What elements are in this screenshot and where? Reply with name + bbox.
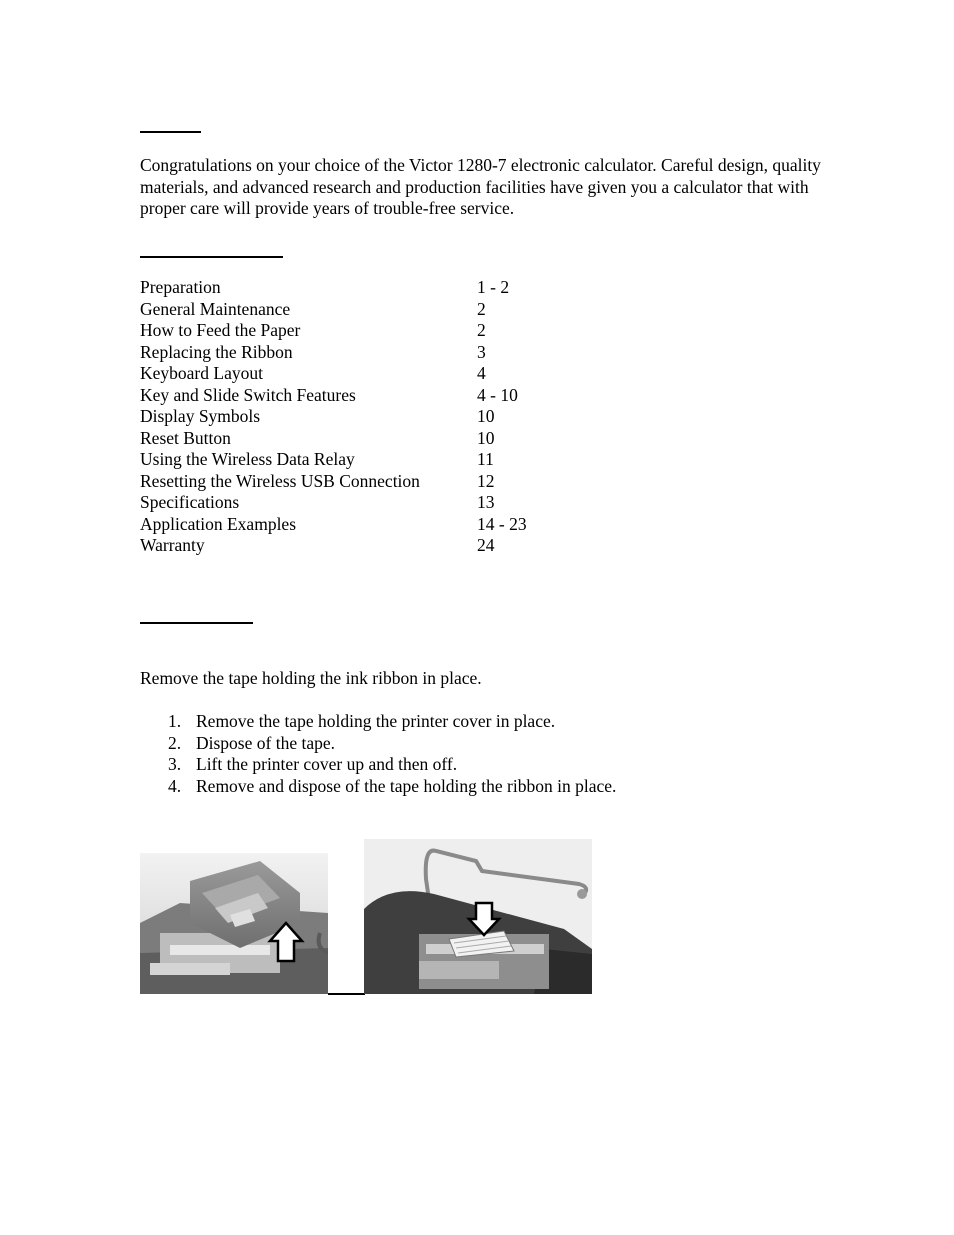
step-number: 2. (168, 732, 182, 753)
step-text: Remove the tape holding the printer cover in place. (196, 711, 556, 731)
photo-ribbon-tape (364, 839, 592, 994)
step-number: 4. (168, 775, 182, 796)
toc-page: 2 (477, 298, 486, 319)
toc-page: 24 (477, 535, 495, 555)
photo-printer-cover (140, 853, 328, 994)
step-number: 3. (168, 754, 182, 774)
toc-topic: Keyboard Layout (140, 363, 263, 383)
toc-page: 10 (477, 427, 495, 448)
preparation-lead: Remove the tape holding the ink ribbon in place. (140, 668, 482, 688)
toc-page: 12 (477, 470, 495, 491)
toc-topic: Preparation (140, 277, 221, 297)
intro-paragraph: Congratulations on your choice of the Victor 1280-7 electronic calculator. Careful design, quality materials, and advanced research and production facilities have given you a calculator that with proper care will provide years of trouble-free service. (140, 155, 821, 218)
toc-topic: Display Symbols (140, 406, 261, 426)
toc-page: 14 - 23 (477, 513, 527, 534)
toc-page: 3 (477, 341, 486, 362)
toc-page: 4 - 10 (477, 384, 518, 405)
toc-topic: Reset Button (140, 427, 231, 448)
toc-topic: How to Feed the Paper (140, 320, 301, 340)
toc-page: 4 (477, 363, 486, 383)
toc-page: 11 (477, 449, 494, 469)
heading-rule-contents (140, 256, 283, 258)
toc-topic: Resetting the Wireless USB Connection (140, 470, 420, 491)
step-number: 1. (168, 711, 182, 731)
step-text: Dispose of the tape. (196, 732, 335, 753)
toc-topic: Using the Wireless Data Relay (140, 449, 355, 469)
step-text: Lift the printer cover up and then off. (196, 754, 458, 774)
toc-page: 2 (477, 320, 486, 340)
toc-topic: Key and Slide Switch Features (140, 384, 356, 405)
toc-page: 13 (477, 492, 495, 512)
toc-page: 10 (477, 406, 495, 426)
heading-rule-introduction (140, 131, 201, 133)
photo-separator-rule (328, 993, 365, 995)
toc-topic: Warranty (140, 535, 205, 555)
step-text: Remove and dispose of the tape holding the ribbon in place. (196, 775, 617, 796)
toc-topic: Specifications (140, 492, 240, 512)
toc-page: 1 - 2 (477, 277, 510, 297)
toc-topic: Application Examples (140, 513, 297, 534)
heading-rule-preparation (140, 622, 253, 624)
toc-topic: Replacing the Ribbon (140, 341, 293, 362)
toc-topic: General Maintenance (140, 298, 291, 319)
